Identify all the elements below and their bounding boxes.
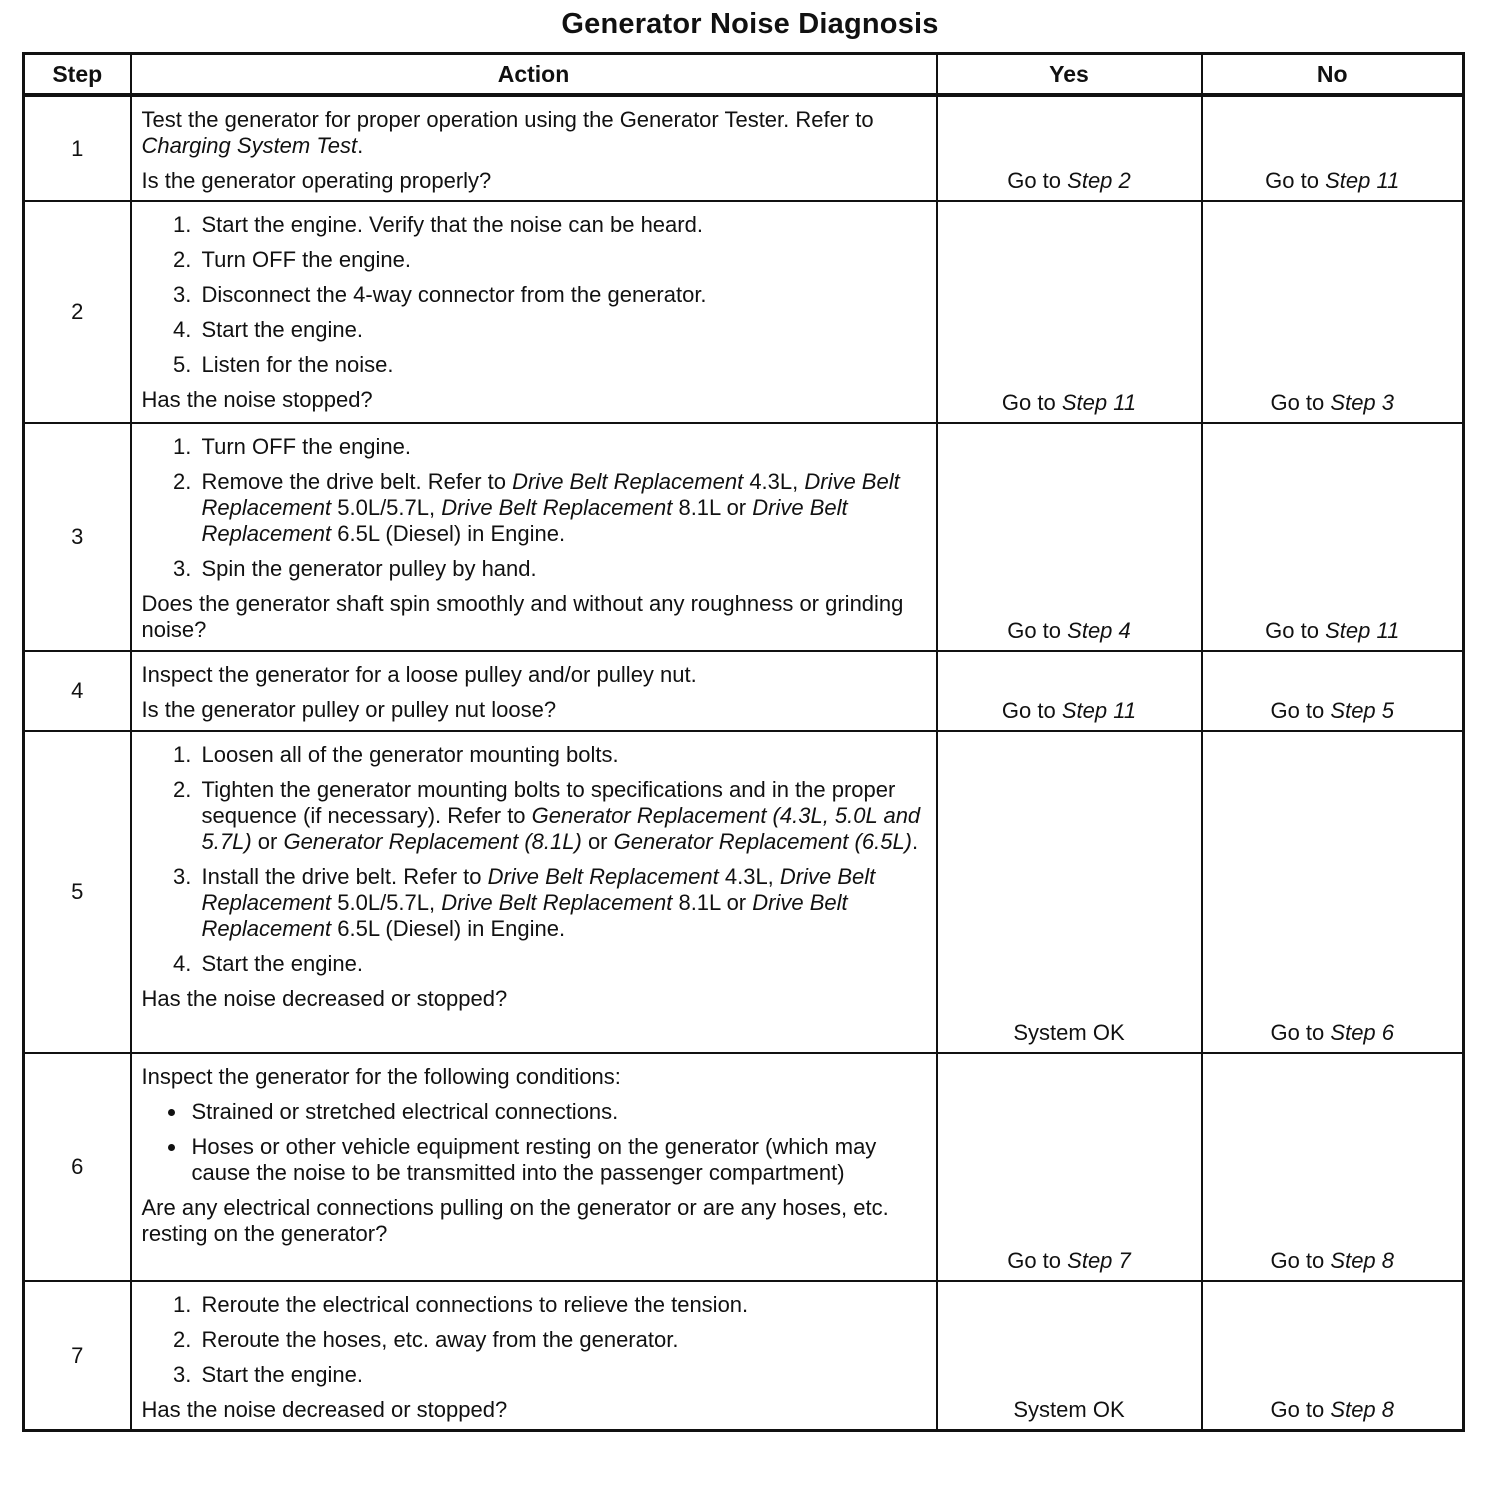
text-segment: Disconnect the 4-way connector from the generator. [201,282,707,307]
go-to-label: Go to [1270,698,1325,723]
procedure-item [198,352,924,378]
text-segment: Start the engine. Verify that the noise can be heard. [201,212,703,237]
text-segment: 6.5L (Diesel) in Engine. [331,916,566,941]
go-to-label: Go to [1001,390,1056,415]
text-segment: Loosen all of the generator mounting bolts. [201,742,619,767]
reference-link-text: Drive Belt Replacement [201,890,848,941]
action-question: Does the generator shaft spin smoothly and without any roughness or grinding noise? [141,591,904,642]
step-reference: Step 2 [1067,168,1131,193]
column-header-yes: Yes [937,54,1202,96]
yes-result [937,423,1202,651]
text-segment: Install the drive belt. Refer to [201,864,488,889]
procedure-item [198,434,924,460]
text-segment: . [357,133,364,158]
procedure-item [198,864,924,942]
no-result [1202,423,1464,651]
step-reference: Step 8 [1330,1397,1395,1422]
condition-item [188,1134,924,1186]
step-number: 5 [24,731,131,1053]
go-to-label: Go to [1001,698,1056,723]
action-question: Has the noise decreased or stopped? [141,986,508,1011]
step-number: 4 [24,651,131,731]
text-segment: or [581,829,614,854]
reference-link-text: Drive Belt Replacement [487,864,719,889]
procedure-list [142,742,924,977]
step-reference: Step 11 [1061,390,1137,415]
action-instruction [142,107,924,159]
yes-result [937,201,1202,423]
no-result [1202,1281,1464,1431]
step-number: 6 [24,1053,131,1281]
procedure-item [198,469,924,547]
text-segment: Tighten the generator mounting bolts to specifications and in the proper sequence (if necessary). Refer to [201,777,896,828]
action-cell [131,201,937,423]
text-segment: 8.1L or [672,890,753,915]
text-segment: 6.5L (Diesel) in Engine. [331,521,566,546]
text-segment: Start the engine. [201,317,363,342]
procedure-item [198,1362,924,1388]
no-result [1202,1053,1464,1281]
table-row [24,201,1464,423]
procedure-item [198,317,924,343]
reference-link-text: Drive Belt Replacement [201,469,900,520]
procedure-list [142,1292,924,1388]
action-instruction [142,662,924,688]
text-segment: Turn OFF the engine. [201,247,412,272]
text-segment: Start the engine. [201,1362,363,1387]
step-reference: Step 4 [1067,618,1131,643]
action-question: Has the noise stopped? [141,387,373,412]
go-to-label: Go to [1270,390,1325,415]
yes-result [937,651,1202,731]
go-to-label: Go to [1265,618,1319,643]
text-segment: Turn OFF the engine. [201,434,412,459]
action-question: Has the noise decreased or stopped? [141,1397,508,1422]
go-to-label: Go to [1007,618,1062,643]
step-reference: Step 11 [1325,168,1400,193]
go-to-label: Go to [1270,1020,1325,1045]
procedure-item [198,742,924,768]
step-number: 2 [24,201,131,423]
go-to-label: Go to [1265,168,1319,193]
action-cell [131,651,937,731]
procedure-item [198,1292,924,1318]
table-row [24,423,1464,651]
text-segment: Hoses or other vehicle equipment resting on the generator (which may cause the noise to be transmitted into the passenger compartment) [191,1134,877,1185]
no-result [1202,201,1464,423]
text-segment: 5.0L/5.7L, [331,890,442,915]
step-number: 1 [24,95,131,201]
reference-link-text: Drive Belt Replacement [201,864,876,915]
no-result [1202,651,1464,731]
procedure-item [198,282,924,308]
go-to-label: Go to [1270,1397,1325,1422]
yes-result [937,731,1202,1053]
reference-link-text: Generator Replacement (8.1L) [283,829,582,854]
procedure-item [198,777,924,855]
action-question: Is the generator operating properly? [141,168,492,193]
header-row [24,54,1464,96]
diagnosis-table-body [24,95,1464,1431]
text-segment: Start the engine. [201,951,363,976]
reference-link-text: Drive Belt Replacement [512,469,744,494]
procedure-list [142,212,924,378]
text-segment: Listen for the noise. [201,352,394,377]
yes-result [937,1281,1202,1431]
procedure-item [198,1327,924,1353]
text-segment: 4.3L, [718,864,780,889]
step-reference: Step 6 [1330,1020,1395,1045]
step-reference: Step 11 [1325,618,1400,643]
text-segment: 4.3L, [743,469,805,494]
step-reference: Step 11 [1061,698,1137,723]
table-row [24,1281,1464,1431]
table-row [24,651,1464,731]
action-cell [131,423,937,651]
action-question: Are any electrical connections pulling on the generator or are any hoses, etc. resting on the generator? [141,1195,889,1246]
step-reference: Step 8 [1330,1248,1395,1273]
go-to-label: Go to [1007,168,1062,193]
text-segment: Reroute the hoses, etc. away from the generator. [201,1327,679,1352]
action-instruction [142,1064,924,1090]
page-title: Generator Noise Diagnosis [561,8,939,40]
text-segment: Test the generator for proper operation using the Generator Tester. Refer to [141,107,874,132]
yes-result [937,1053,1202,1281]
procedure-item [198,247,924,273]
reference-link-text: Drive Belt Replacement [441,495,673,520]
action-cell [131,95,937,201]
text-segment: Inspect the generator for the following conditions: [141,1064,621,1089]
text-segment: Spin the generator pulley by hand. [201,556,537,581]
column-header-action: Action [131,54,937,96]
reference-link-text: Drive Belt Replacement [201,495,848,546]
go-to-label: Go to [1007,1248,1062,1273]
result-text: System OK [1013,1397,1125,1422]
yes-result [937,95,1202,201]
text-segment: Inspect the generator for a loose pulley and/or pulley nut. [141,662,697,687]
action-cell [131,1281,937,1431]
text-segment: Strained or stretched electrical connections. [191,1099,619,1124]
column-header-no: No [1202,54,1464,96]
go-to-label: Go to [1270,1248,1325,1273]
table-row [24,731,1464,1053]
table-row [24,1053,1464,1281]
result-text: System OK [1013,1020,1125,1045]
text-segment: Remove the drive belt. Refer to [201,469,513,494]
step-reference: Step 7 [1067,1248,1131,1273]
procedure-list [142,434,924,582]
condition-item [188,1099,924,1125]
procedure-item [198,556,924,582]
step-number: 7 [24,1281,131,1431]
reference-link-text: Generator Replacement (6.5L) [613,829,912,854]
condition-list [142,1099,924,1186]
text-segment: or [251,829,284,854]
no-result [1202,731,1464,1053]
reference-link-text: Generator Replacement (4.3L, 5.0L and 5.7L) [201,803,921,854]
procedure-item [198,212,924,238]
text-segment: . [912,829,919,854]
diagnosis-table [22,52,1465,1432]
text-segment: 5.0L/5.7L, [331,495,442,520]
step-reference: Step 3 [1330,390,1395,415]
reference-link-text: Drive Belt Replacement [441,890,673,915]
table-row [24,95,1464,201]
no-result [1202,95,1464,201]
text-segment: 8.1L or [672,495,753,520]
step-reference: Step 5 [1330,698,1395,723]
column-header-step: Step [24,54,131,96]
action-cell [131,1053,937,1281]
action-cell [131,731,937,1053]
text-segment: Reroute the electrical connections to relieve the tension. [201,1292,749,1317]
action-question: Is the generator pulley or pulley nut loose? [141,697,557,722]
procedure-item [198,951,924,977]
reference-link-text: Charging System Test [141,133,358,158]
step-number: 3 [24,423,131,651]
